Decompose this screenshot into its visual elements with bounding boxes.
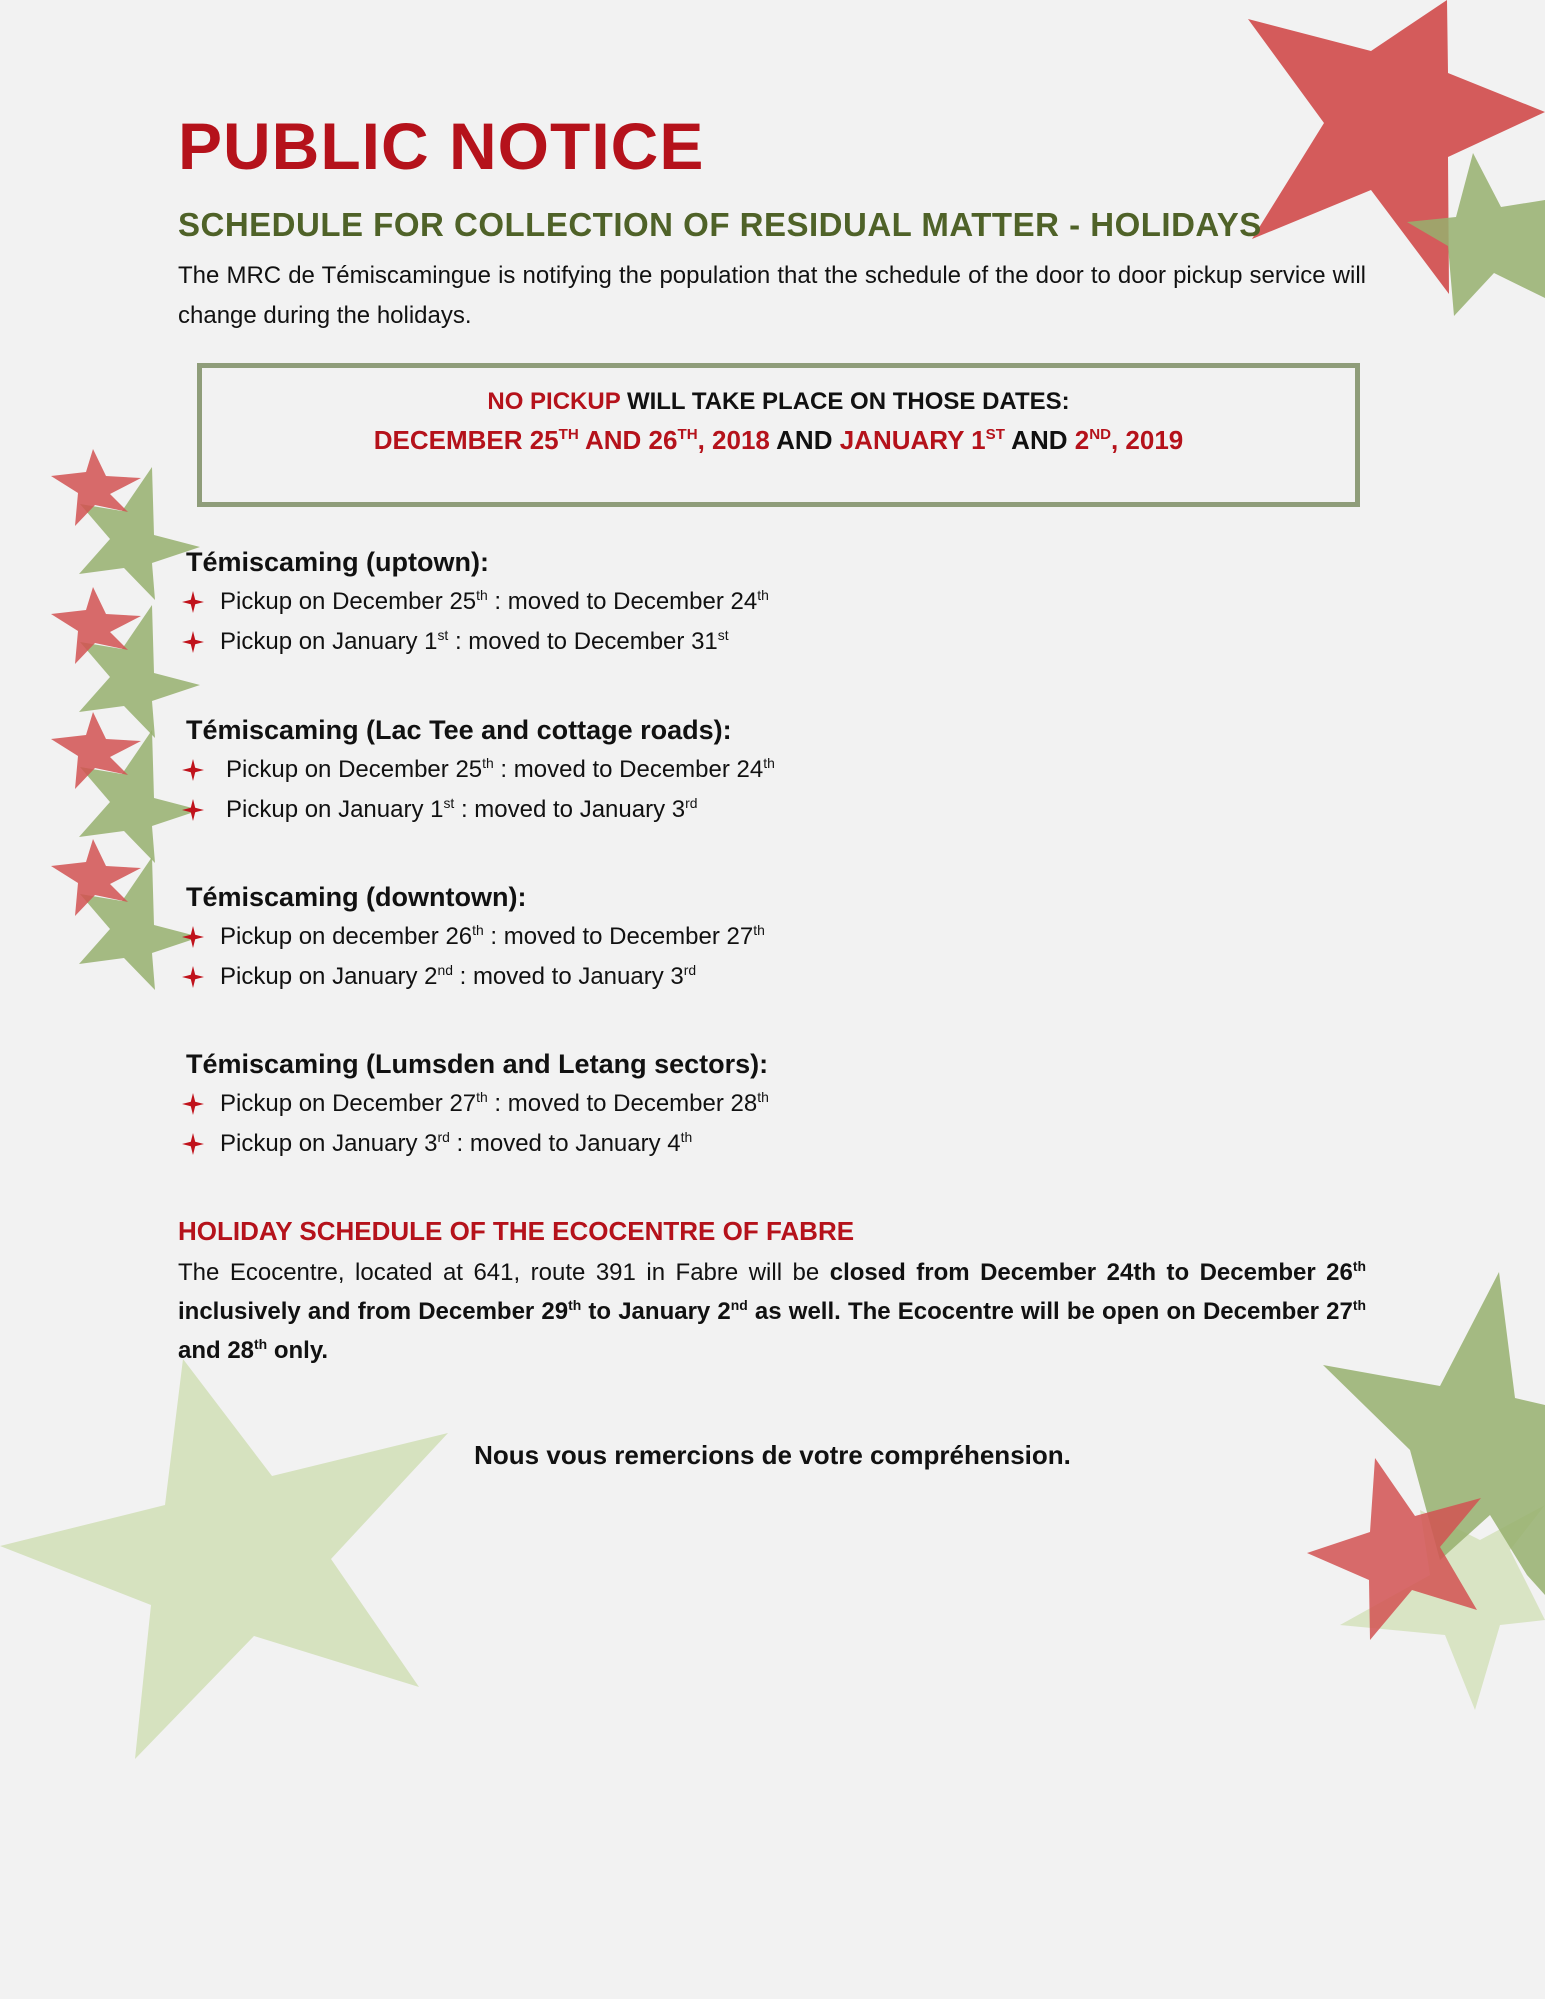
bullet-star-icon [182,1093,204,1115]
page-title: PUBLIC NOTICE [178,109,705,183]
schedule-section-lumsden-letang [186,1044,1086,1164]
schedule-item: Pickup on January 2nd : moved to January 3rd [186,957,1086,997]
intro-paragraph: The MRC de Témiscamingue is notifying the population that the schedule of the door to door pickup service will change during the holidays. [178,262,1366,329]
page-subtitle: SCHEDULE FOR COLLECTION OF RESIDUAL MATTER - HOLIDAYS [178,206,1262,243]
no-pickup-emphasis: NO PICKUP [487,388,621,415]
ecocentre-paragraph: The Ecocentre, located at 641, route 391 in Fabre will be closed from December 24th to December 26th inclusively and from December 29th to January 2nd as well. The Ecocentre will be open on December 27th and 28th only. [178,1257,1366,1364]
bullet-star-icon [182,799,204,821]
bullet-star-icon [182,966,204,988]
schedule-section-downtown [186,877,1086,997]
schedule-item: Pickup on December 25th : moved to December 24th [186,750,1086,790]
schedule-section-uptown [186,542,1086,662]
schedule-section-lac-tee [186,710,1086,830]
bullet-star-icon [182,759,204,781]
section-heading: Témiscaming (downtown): [186,882,527,912]
no-pickup-dates: DECEMBER 25TH AND 26TH, 2018 AND JANUARY 1ST AND 2ND, 2019 [373,425,1184,455]
no-pickup-box [197,363,1360,507]
schedule-item: Pickup on January 1st : moved to December 31st [186,622,1086,662]
bullet-star-icon [182,631,204,653]
bullet-star-icon [182,591,204,613]
schedule-item: Pickup on January 1st : moved to January 3rd [186,790,1086,830]
ecocentre-heading: HOLIDAY SCHEDULE OF THE ECOCENTRE OF FABRE [178,1216,855,1246]
section-heading: Témiscaming (Lac Tee and cottage roads): [186,715,732,745]
closing-message: Nous vous remercions de votre compréhension. [474,1440,1071,1470]
bullet-star-icon [182,1133,204,1155]
schedule-item: Pickup on december 26th : moved to December 27th [186,917,1086,957]
schedule-item: Pickup on December 27th : moved to December 28th [186,1084,1086,1124]
schedule-item: Pickup on December 25th : moved to December 24th [186,582,1086,622]
section-heading: Témiscaming (uptown): [186,547,489,577]
no-pickup-line-1: NO PICKUP WILL TAKE PLACE ON THOSE DATES: [487,388,1070,415]
bullet-star-icon [182,926,204,948]
section-heading: Témiscaming (Lumsden and Letang sectors): [186,1049,769,1079]
schedule-item: Pickup on January 3rd : moved to January 4th [186,1124,1086,1164]
